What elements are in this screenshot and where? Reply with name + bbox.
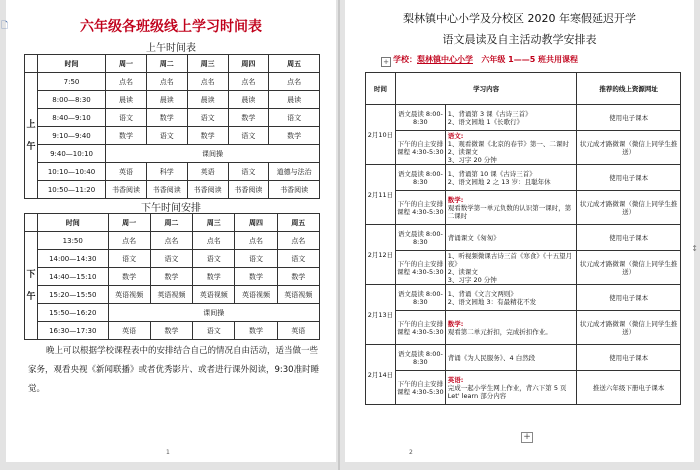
morning-cell: 晨读 xyxy=(228,91,269,109)
morning-cell: 数学 xyxy=(228,109,269,127)
morning-header-cell: 周一 xyxy=(106,55,147,73)
day-date-cell: 2月12日 xyxy=(366,225,396,285)
day-row-afternoon xyxy=(366,131,681,165)
resource-cell: 状元成才路微课（微信上同学生推送） xyxy=(577,191,681,225)
session-cell: 下午的自主安排课程 4:30-5:30 xyxy=(395,311,445,345)
resource-cell: 使用电子课本 xyxy=(577,345,681,371)
content-subject-label: 数学: xyxy=(447,319,464,328)
add-row-icon[interactable]: + xyxy=(521,432,533,443)
morning-cell: 语文 xyxy=(187,109,228,127)
afternoon-cell: 语文 xyxy=(150,250,192,268)
afternoon-cell: 英语视频 xyxy=(108,286,150,304)
afternoon-cell: 14:40—15:10 xyxy=(38,268,109,286)
page-number-1: 1 xyxy=(166,449,170,456)
content-line: 1、观看微课《北京的春节》第一、二课时 xyxy=(447,139,569,148)
morning-side-char: 午 xyxy=(26,141,36,152)
day-date-cell: 2月10日 xyxy=(366,105,396,165)
morning-row xyxy=(25,181,320,199)
content-line: 观看第二单元折扣，完成折扣作业。 xyxy=(447,327,552,336)
session-cell: 语文晨读 8:00-8:30 xyxy=(395,225,445,251)
morning-cell: 晨读 xyxy=(146,91,187,109)
morning-cell: 科学 xyxy=(146,163,187,181)
afternoon-cell: 数学 xyxy=(193,268,235,286)
morning-cell: 10:50—11:20 xyxy=(38,181,106,199)
content-line: 2、语文园地 2 之 13 岁：且聪年休 xyxy=(447,177,551,186)
content-line: 背诵课文《匆匆》 xyxy=(447,233,500,242)
morning-row xyxy=(25,91,320,109)
afternoon-cell: 13:50 xyxy=(38,232,109,250)
morning-cell: 点名 xyxy=(106,73,147,91)
afternoon-header-row xyxy=(25,214,320,232)
resource-cell: 使用电子课本 xyxy=(577,285,681,311)
afternoon-cell: 数学 xyxy=(150,268,192,286)
table-move-handle-icon[interactable]: + xyxy=(381,57,391,67)
day-date-cell: 2月11日 xyxy=(366,165,396,225)
session-cell: 语文晨读 8:00-8:30 xyxy=(395,165,445,191)
content-line: 2、读课文 xyxy=(447,147,478,156)
morning-cell: 8:00—8:30 xyxy=(38,91,106,109)
afternoon-cell: 语文 xyxy=(193,322,235,340)
afternoon-cell: 语文 xyxy=(235,250,277,268)
session-cell: 语文晨读 8:00-8:30 xyxy=(395,105,445,131)
afternoon-cell: 数学 xyxy=(150,322,192,340)
morning-cell: 英语 xyxy=(187,163,228,181)
document-page-2 xyxy=(345,0,694,462)
morning-cell: 语文 xyxy=(146,127,187,145)
content-subject-label: 语文: xyxy=(447,131,464,140)
document-icon[interactable]: 🗋 xyxy=(1,21,9,31)
resource-cell: 使用电子课本 xyxy=(577,165,681,191)
content-line: 1、背诵《文言文两则》 xyxy=(447,289,517,298)
morning-cell: 书香阅读 xyxy=(228,181,269,199)
morning-header-cell: 周五 xyxy=(269,55,320,73)
grade-label: 六年级 1——5 班共用课程 xyxy=(481,55,579,64)
content-cell xyxy=(445,131,577,165)
afternoon-side-char: 午 xyxy=(26,291,36,302)
morning-subtitle: 上午时间表 xyxy=(146,43,196,54)
afternoon-side-char: 下 xyxy=(26,269,36,280)
afternoon-cell: 15:50—16:20 xyxy=(38,304,109,322)
content-cell xyxy=(445,371,577,405)
morning-cell: 点名 xyxy=(187,73,228,91)
page1-title: 六年级各班级线上学习时间表 xyxy=(80,19,262,35)
day-row-afternoon xyxy=(366,371,681,405)
content-cell xyxy=(445,225,577,251)
resource-cell: 使用电子课本 xyxy=(577,225,681,251)
school-line xyxy=(393,54,578,65)
content-line: 观看数学第一单元负数的认识第一课时，第二课时 xyxy=(447,203,572,220)
content-cell xyxy=(445,251,577,285)
morning-cell: 晨读 xyxy=(106,91,147,109)
afternoon-row xyxy=(25,286,320,304)
afternoon-header-cell: 时间 xyxy=(38,214,109,232)
morning-row xyxy=(25,109,320,127)
morning-side-label xyxy=(25,73,38,199)
morning-cell: 点名 xyxy=(269,73,320,91)
day-row-afternoon xyxy=(366,311,681,345)
afternoon-cell: 点名 xyxy=(193,232,235,250)
content-cell xyxy=(445,165,577,191)
session-cell: 语文晨读 8:00-8:30 xyxy=(395,285,445,311)
morning-row xyxy=(25,163,320,181)
header-content: 学习内容 xyxy=(395,73,576,105)
afternoon-header-cell: 周四 xyxy=(235,214,277,232)
morning-cell: 语文 xyxy=(269,109,320,127)
morning-cell: 9:10—9:40 xyxy=(38,127,106,145)
resource-cell: 状元成才路微课（微信上同学生推送） xyxy=(577,131,681,165)
morning-cell: 点名 xyxy=(228,73,269,91)
day-date-cell: 2月14日 xyxy=(366,345,396,405)
content-line: 2、语文园地 3：有最精花不发 xyxy=(447,297,537,306)
afternoon-header-cell: 周三 xyxy=(193,214,235,232)
day-date-cell: 2月13日 xyxy=(366,285,396,345)
morning-cell: 数学 xyxy=(146,109,187,127)
morning-merged-row xyxy=(25,145,320,163)
afternoon-header-cell: 周二 xyxy=(150,214,192,232)
content-cell xyxy=(445,191,577,225)
session-cell: 下午的自主安排课程 4:30-5:30 xyxy=(395,371,445,405)
morning-cell: 数学 xyxy=(269,127,320,145)
afternoon-header-cell: 周五 xyxy=(277,214,319,232)
morning-cell: 数学 xyxy=(187,127,228,145)
afternoon-cell: 数学 xyxy=(235,268,277,286)
session-cell: 语文晨读 8:00-8:30 xyxy=(395,345,445,371)
morning-cell: 书香阅读 xyxy=(106,181,147,199)
morning-schedule-table xyxy=(24,54,320,199)
content-cell xyxy=(445,285,577,311)
afternoon-cell: 数学 xyxy=(108,268,150,286)
day-row-morning xyxy=(366,285,681,311)
afternoon-cell: 英语视频 xyxy=(150,286,192,304)
resource-cell: 状元成才路微课（微信上同学生推送） xyxy=(577,311,681,345)
afternoon-row xyxy=(25,250,320,268)
content-subject-label: 英语: xyxy=(447,375,464,384)
page-divider xyxy=(338,0,340,470)
morning-cell: 语文 xyxy=(228,163,269,181)
resource-cell: 推送六年级下册电子课本 xyxy=(577,371,681,405)
content-line: 3、习字 20 分钟 xyxy=(447,275,497,284)
morning-cell: 数学 xyxy=(106,127,147,145)
afternoon-cell: 英语 xyxy=(277,322,319,340)
afternoon-schedule-table xyxy=(24,213,320,340)
morning-cell: 道德与法治 xyxy=(269,163,320,181)
morning-cell: 晨读 xyxy=(269,91,320,109)
session-cell: 下午的自主安排课程 4:30-5:30 xyxy=(395,191,445,225)
morning-cell: 语文 xyxy=(106,109,147,127)
afternoon-cell: 英语视频 xyxy=(235,286,277,304)
morning-header-cell: 周四 xyxy=(228,55,269,73)
morning-cell: 书香阅读 xyxy=(146,181,187,199)
afternoon-cell: 点名 xyxy=(150,232,192,250)
afternoon-cell: 语文 xyxy=(108,250,150,268)
morning-header-cell: 时间 xyxy=(38,55,106,73)
day-row-morning xyxy=(366,105,681,131)
morning-cell: 书香阅读 xyxy=(269,181,320,199)
content-cell xyxy=(445,345,577,371)
evening-note-paragraph: 晚上可以根据学校课程表中的安排结合自己的情况自由活动，适当做一些家务，观看央视《新闻联播》或者优秀影片、或者进行课外阅读，9:30准时睡觉。 xyxy=(28,346,320,394)
page-number-2: 2 xyxy=(409,449,413,456)
reading-header-row xyxy=(366,73,681,105)
header-resources: 推荐的线上资源网址 xyxy=(577,73,681,105)
morning-corner-cell xyxy=(25,55,38,73)
content-line: 1、背诵第 10 课《古诗三首》 xyxy=(447,169,536,178)
morning-cell: 书香阅读 xyxy=(187,181,228,199)
day-row-morning xyxy=(366,345,681,371)
afternoon-corner-cell xyxy=(25,214,38,232)
content-line: 2、语文园地 1《长歌行》 xyxy=(447,117,524,126)
morning-cell: 9:40—10:10 xyxy=(38,145,106,163)
day-row-afternoon xyxy=(366,191,681,225)
afternoon-cell: 英语视频 xyxy=(277,286,319,304)
reading-schedule-table xyxy=(365,72,681,405)
afternoon-cell: 数学 xyxy=(277,268,319,286)
session-cell: 下午的自主安排课程 4:30-5:30 xyxy=(395,251,445,285)
session-cell: 下午的自主安排课程 4:30-5:30 xyxy=(395,131,445,165)
afternoon-cell: 数学 xyxy=(235,322,277,340)
content-cell xyxy=(445,105,577,131)
school-name: 梨林镇中心小学 xyxy=(417,55,473,64)
morning-row xyxy=(25,73,320,91)
afternoon-header-cell: 周一 xyxy=(108,214,150,232)
afternoon-cell: 点名 xyxy=(108,232,150,250)
resource-cell: 状元成才路微课（微信上同学生推送） xyxy=(577,251,681,285)
afternoon-cell: 15:20—15:50 xyxy=(38,286,109,304)
day-row-morning xyxy=(366,225,681,251)
afternoon-cell: 英语 xyxy=(108,322,150,340)
morning-cell: 7:50 xyxy=(38,73,106,91)
content-line: 1、听视频微课古诗三首《寒食》《十五望月夜》 xyxy=(447,251,573,268)
afternoon-cell: 语文 xyxy=(193,250,235,268)
content-line: 1、背诵第 3 课《古诗三首》 xyxy=(447,109,532,118)
afternoon-cell: 点名 xyxy=(277,232,319,250)
afternoon-cell: 16:30—17:30 xyxy=(38,322,109,340)
page2-title-line1: 梨林镇中心小学及分校区 2020 年寒假延迟开学 xyxy=(403,12,636,25)
morning-header-cell: 周二 xyxy=(146,55,187,73)
morning-cell: 语文 xyxy=(228,127,269,145)
afternoon-cell: 14:00—14:30 xyxy=(38,250,109,268)
day-row-afternoon xyxy=(366,251,681,285)
afternoon-cell: 英语视频 xyxy=(193,286,235,304)
day-row-morning xyxy=(366,165,681,191)
morning-side-char: 上 xyxy=(26,119,36,130)
content-line: 背诵《为人民服务》、4 白然段 xyxy=(447,353,536,362)
afternoon-side-label xyxy=(25,232,38,340)
afternoon-cell: 语文 xyxy=(277,250,319,268)
morning-cell: 点名 xyxy=(146,73,187,91)
morning-merged-cell: 课间操 xyxy=(106,145,320,163)
morning-cell: 10:10—10:40 xyxy=(38,163,106,181)
afternoon-cell: 点名 xyxy=(235,232,277,250)
content-cell xyxy=(445,311,577,345)
morning-header-row xyxy=(25,55,320,73)
afternoon-row xyxy=(25,268,320,286)
afternoon-merged-row xyxy=(25,304,320,322)
resource-cell: 使用电子课本 xyxy=(577,105,681,131)
page2-title-line2: 语文晨读及自主活动教学安排表 xyxy=(442,33,597,46)
content-line: 2、读课文 xyxy=(447,267,478,276)
morning-cell: 8:40—9:10 xyxy=(38,109,106,127)
morning-header-cell: 周三 xyxy=(187,55,228,73)
content-line: 完成一起小学生网上作业，背六下第 5 页 Let' learn 部分内容 xyxy=(447,383,567,400)
afternoon-row xyxy=(25,232,320,250)
morning-cell: 英语 xyxy=(106,163,147,181)
content-subject-label: 数学: xyxy=(447,195,464,204)
document-page-1 xyxy=(6,0,336,462)
resize-handle-icon[interactable]: ↕ xyxy=(691,244,698,253)
morning-cell: 晨读 xyxy=(187,91,228,109)
school-label: 学校： xyxy=(393,55,417,64)
header-time: 时间 xyxy=(366,73,396,105)
afternoon-row xyxy=(25,322,320,340)
content-line: 3、习字 20 分钟 xyxy=(447,155,497,164)
morning-row xyxy=(25,127,320,145)
afternoon-merged-cell: 课间操 xyxy=(108,304,319,322)
afternoon-subtitle: 下午时间安排 xyxy=(141,203,201,214)
